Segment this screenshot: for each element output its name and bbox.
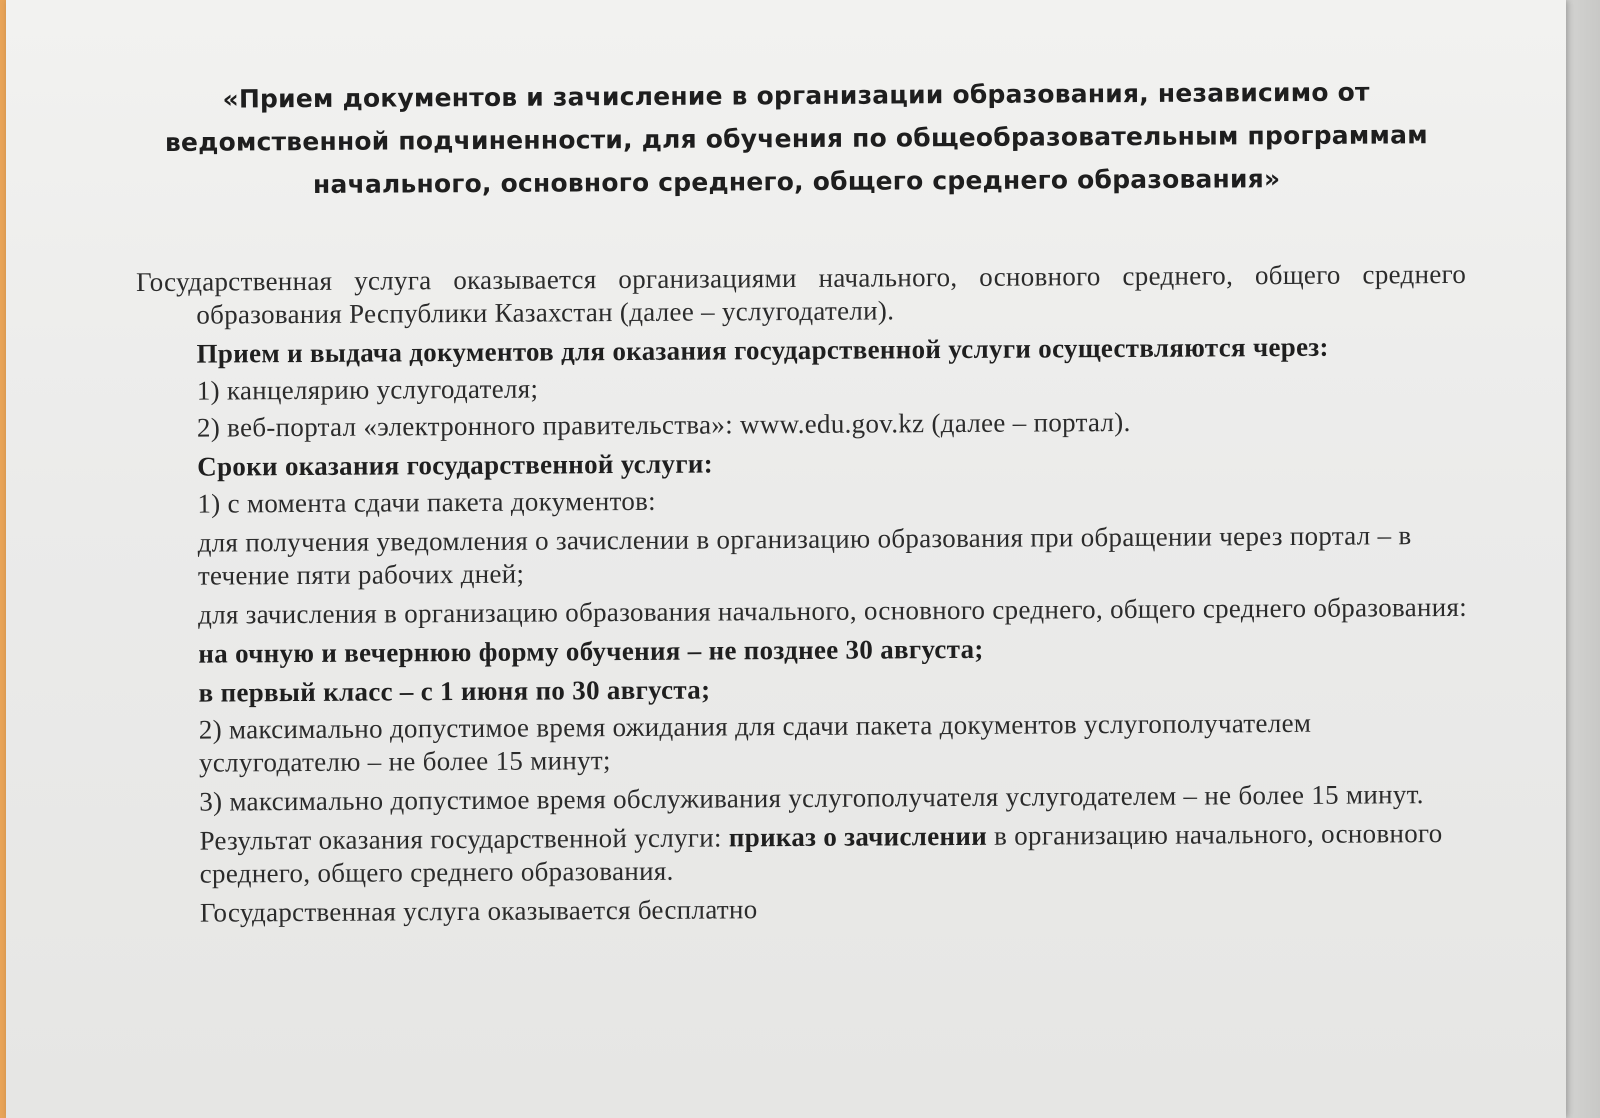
result-prefix: Результат оказания государственной услуги: — [199, 822, 722, 856]
term-enroll-paragraph: для зачисления в организацию образования начального, основного среднего, общего среднего образования: — [198, 591, 1468, 630]
term-item-3: 3) максимально допустимое время обслуживания услугополучателя услугодателем – не более 15 минут. — [199, 779, 1424, 817]
term-item-2: 2) максимально допустимое время ожидания для сдачи пакета документов услугополучателем услугодателю – не более 15 минут; — [198, 707, 1312, 778]
result-paragraph — [139, 817, 1469, 891]
term-fulltime-paragraph: на очную и вечернюю форму обучения – не позднее 30 августа; — [198, 633, 984, 669]
result-bold: приказ о зачислении — [728, 820, 988, 853]
terms-heading: Сроки оказания государственной услуги: — [197, 448, 714, 482]
term-notice-paragraph: для получения уведомления о зачислении в организацию образования при обращении через портал – в течение пяти рабочих дней; — [197, 520, 1412, 591]
term-item-1: 1) с момента сдачи пакета документов: — [197, 485, 657, 519]
free-service-paragraph: Государственная услуга оказывается бесплатно — [199, 894, 758, 928]
channel-item-1: 1) канцелярию услугодателя; — [196, 373, 539, 406]
reception-heading: Прием и выдача документов для оказания государственной услуги осуществляются через: — [196, 331, 1329, 369]
term-firstgrade-paragraph: в первый класс – с 1 июня по 30 августа; — [198, 674, 711, 708]
channel-item-2: 2) веб-портал «электронного правительства»: www.edu.gov.kz (далее – портал). — [196, 406, 1131, 443]
result-suffix: в организацию начального, основного среднего, общего среднего образования. — [199, 818, 1443, 889]
document-body — [136, 258, 1470, 934]
provider-paragraph: Государственная услуга оказывается организациями начального, основного среднего, общего среднего образования Республики Казахстан (далее – услугодатели). — [136, 258, 1467, 330]
paper-sheet — [6, 0, 1566, 1118]
document-title: «Прием документов и зачисление в организации образования, независимо от ведомственной подчиненности, для обучения по общеобразовательным программам начального, основного среднего, общего среднего образования» — [164, 77, 1428, 200]
